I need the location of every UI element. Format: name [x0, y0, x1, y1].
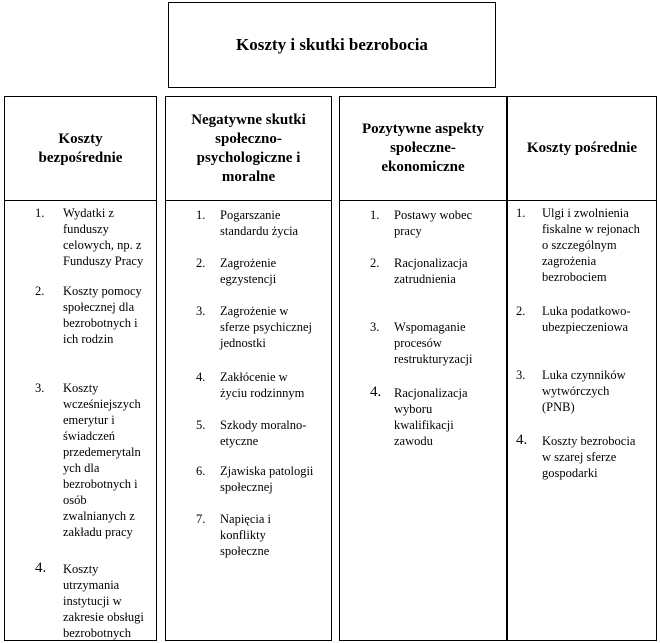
- column-indirect-costs: [507, 96, 657, 641]
- column-header-text: Negatywne skutki społeczno- psychologiczne i moralne: [191, 111, 306, 185]
- item-number: 3.: [370, 320, 380, 334]
- item-text: Zagrożenie egzystencji: [220, 256, 277, 286]
- list-item: [370, 207, 472, 239]
- list-item: [516, 433, 635, 481]
- list-item: [516, 205, 640, 285]
- item-number: 1.: [196, 208, 206, 222]
- item-text: Koszty utrzymania instytucji w zakresie obsługi bezrobotnych: [63, 562, 144, 640]
- item-text: Wydatki z funduszy celowych, np. z Funduszy Pracy: [63, 206, 144, 268]
- column-direct-costs: [4, 96, 157, 641]
- item-text: Szkody moralno- etyczne: [220, 418, 307, 448]
- list-item: [35, 380, 141, 540]
- list-item: [196, 207, 298, 239]
- item-number: 4.: [370, 384, 382, 400]
- list-item: [196, 369, 304, 401]
- item-number: 2.: [516, 304, 526, 318]
- item-number: 4.: [35, 560, 47, 576]
- list-item: [370, 385, 468, 449]
- list-item: [196, 511, 271, 559]
- list-item: [35, 283, 142, 347]
- item-text: Ulgi i zwolnienia fiskalne w rejonach o szczególnym zagrożenia bezrobociem: [542, 206, 640, 284]
- list-item: [516, 367, 626, 415]
- item-text: Zagrożenie w sferze psychicznej jednostki: [220, 304, 312, 350]
- item-number: 2.: [196, 256, 206, 270]
- column-positive-aspects: [339, 96, 507, 641]
- item-number: 1.: [370, 208, 380, 222]
- item-text: Zakłócenie w życiu rodzinnym: [220, 370, 305, 400]
- item-number: 2.: [370, 256, 380, 270]
- list-item: [196, 303, 312, 351]
- list-item: [516, 303, 631, 335]
- list-item: [370, 319, 472, 367]
- column-header: [508, 97, 656, 201]
- diagram-title: Koszty i skutki bezrobocia: [236, 35, 428, 54]
- list-item: [196, 255, 276, 287]
- item-text: Postawy wobec pracy: [394, 208, 473, 238]
- item-number: 4.: [196, 370, 206, 384]
- item-text: Wspomaganie procesów restrukturyzacji: [394, 320, 473, 366]
- item-number: 3.: [35, 381, 45, 395]
- column-header-text: Koszty bezpośrednie: [38, 130, 123, 166]
- list-item: [35, 561, 144, 641]
- column-header: [340, 97, 506, 201]
- list-item: [196, 463, 313, 495]
- column-header-text: Pozytywne aspekty społeczne- ekonomiczne: [361, 121, 485, 175]
- diagram-title-box: [168, 2, 496, 88]
- item-text: Koszty bezrobocia w szarej sferze gospodarki: [542, 434, 636, 480]
- item-number: 7.: [196, 512, 206, 526]
- item-number: 1.: [516, 206, 526, 220]
- list-item: [196, 417, 306, 449]
- column-negative-effects: [165, 96, 332, 641]
- item-number: 1.: [35, 206, 45, 220]
- list-item: [35, 205, 143, 269]
- item-text: Napięcia i konflikty społeczne: [220, 512, 272, 558]
- item-text: Koszty pomocy społecznej dla bezrobotnych i ich rodzin: [63, 284, 142, 346]
- item-text: Racjonalizacja zatrudnienia: [394, 256, 468, 286]
- item-number: 6.: [196, 464, 206, 478]
- item-number: 5.: [196, 418, 206, 432]
- item-text: Luka podatkowo- ubezpieczeniowa: [542, 304, 631, 334]
- item-number: 4.: [516, 432, 528, 448]
- list-item: [370, 255, 468, 287]
- column-header: [166, 97, 331, 201]
- item-text: Pogarszanie standardu życia: [220, 208, 299, 238]
- column-header-text: Koszty pośrednie: [526, 140, 638, 156]
- column-header: [5, 97, 156, 201]
- item-text: Luka czynników wytwórczych (PNB): [542, 368, 626, 414]
- item-text: Racjonalizacja wyboru kwalifikacji zawodu: [394, 386, 468, 448]
- item-text: Zjawiska patologii społecznej: [220, 464, 314, 494]
- item-number: 3.: [196, 304, 206, 318]
- item-number: 3.: [516, 368, 526, 382]
- item-text: Koszty wcześniejszych emerytur i świadczeń przedemerytaln ych dla bezrobotnych i osób zwalnianych z zakładu pracy: [63, 381, 141, 539]
- item-number: 2.: [35, 284, 45, 298]
